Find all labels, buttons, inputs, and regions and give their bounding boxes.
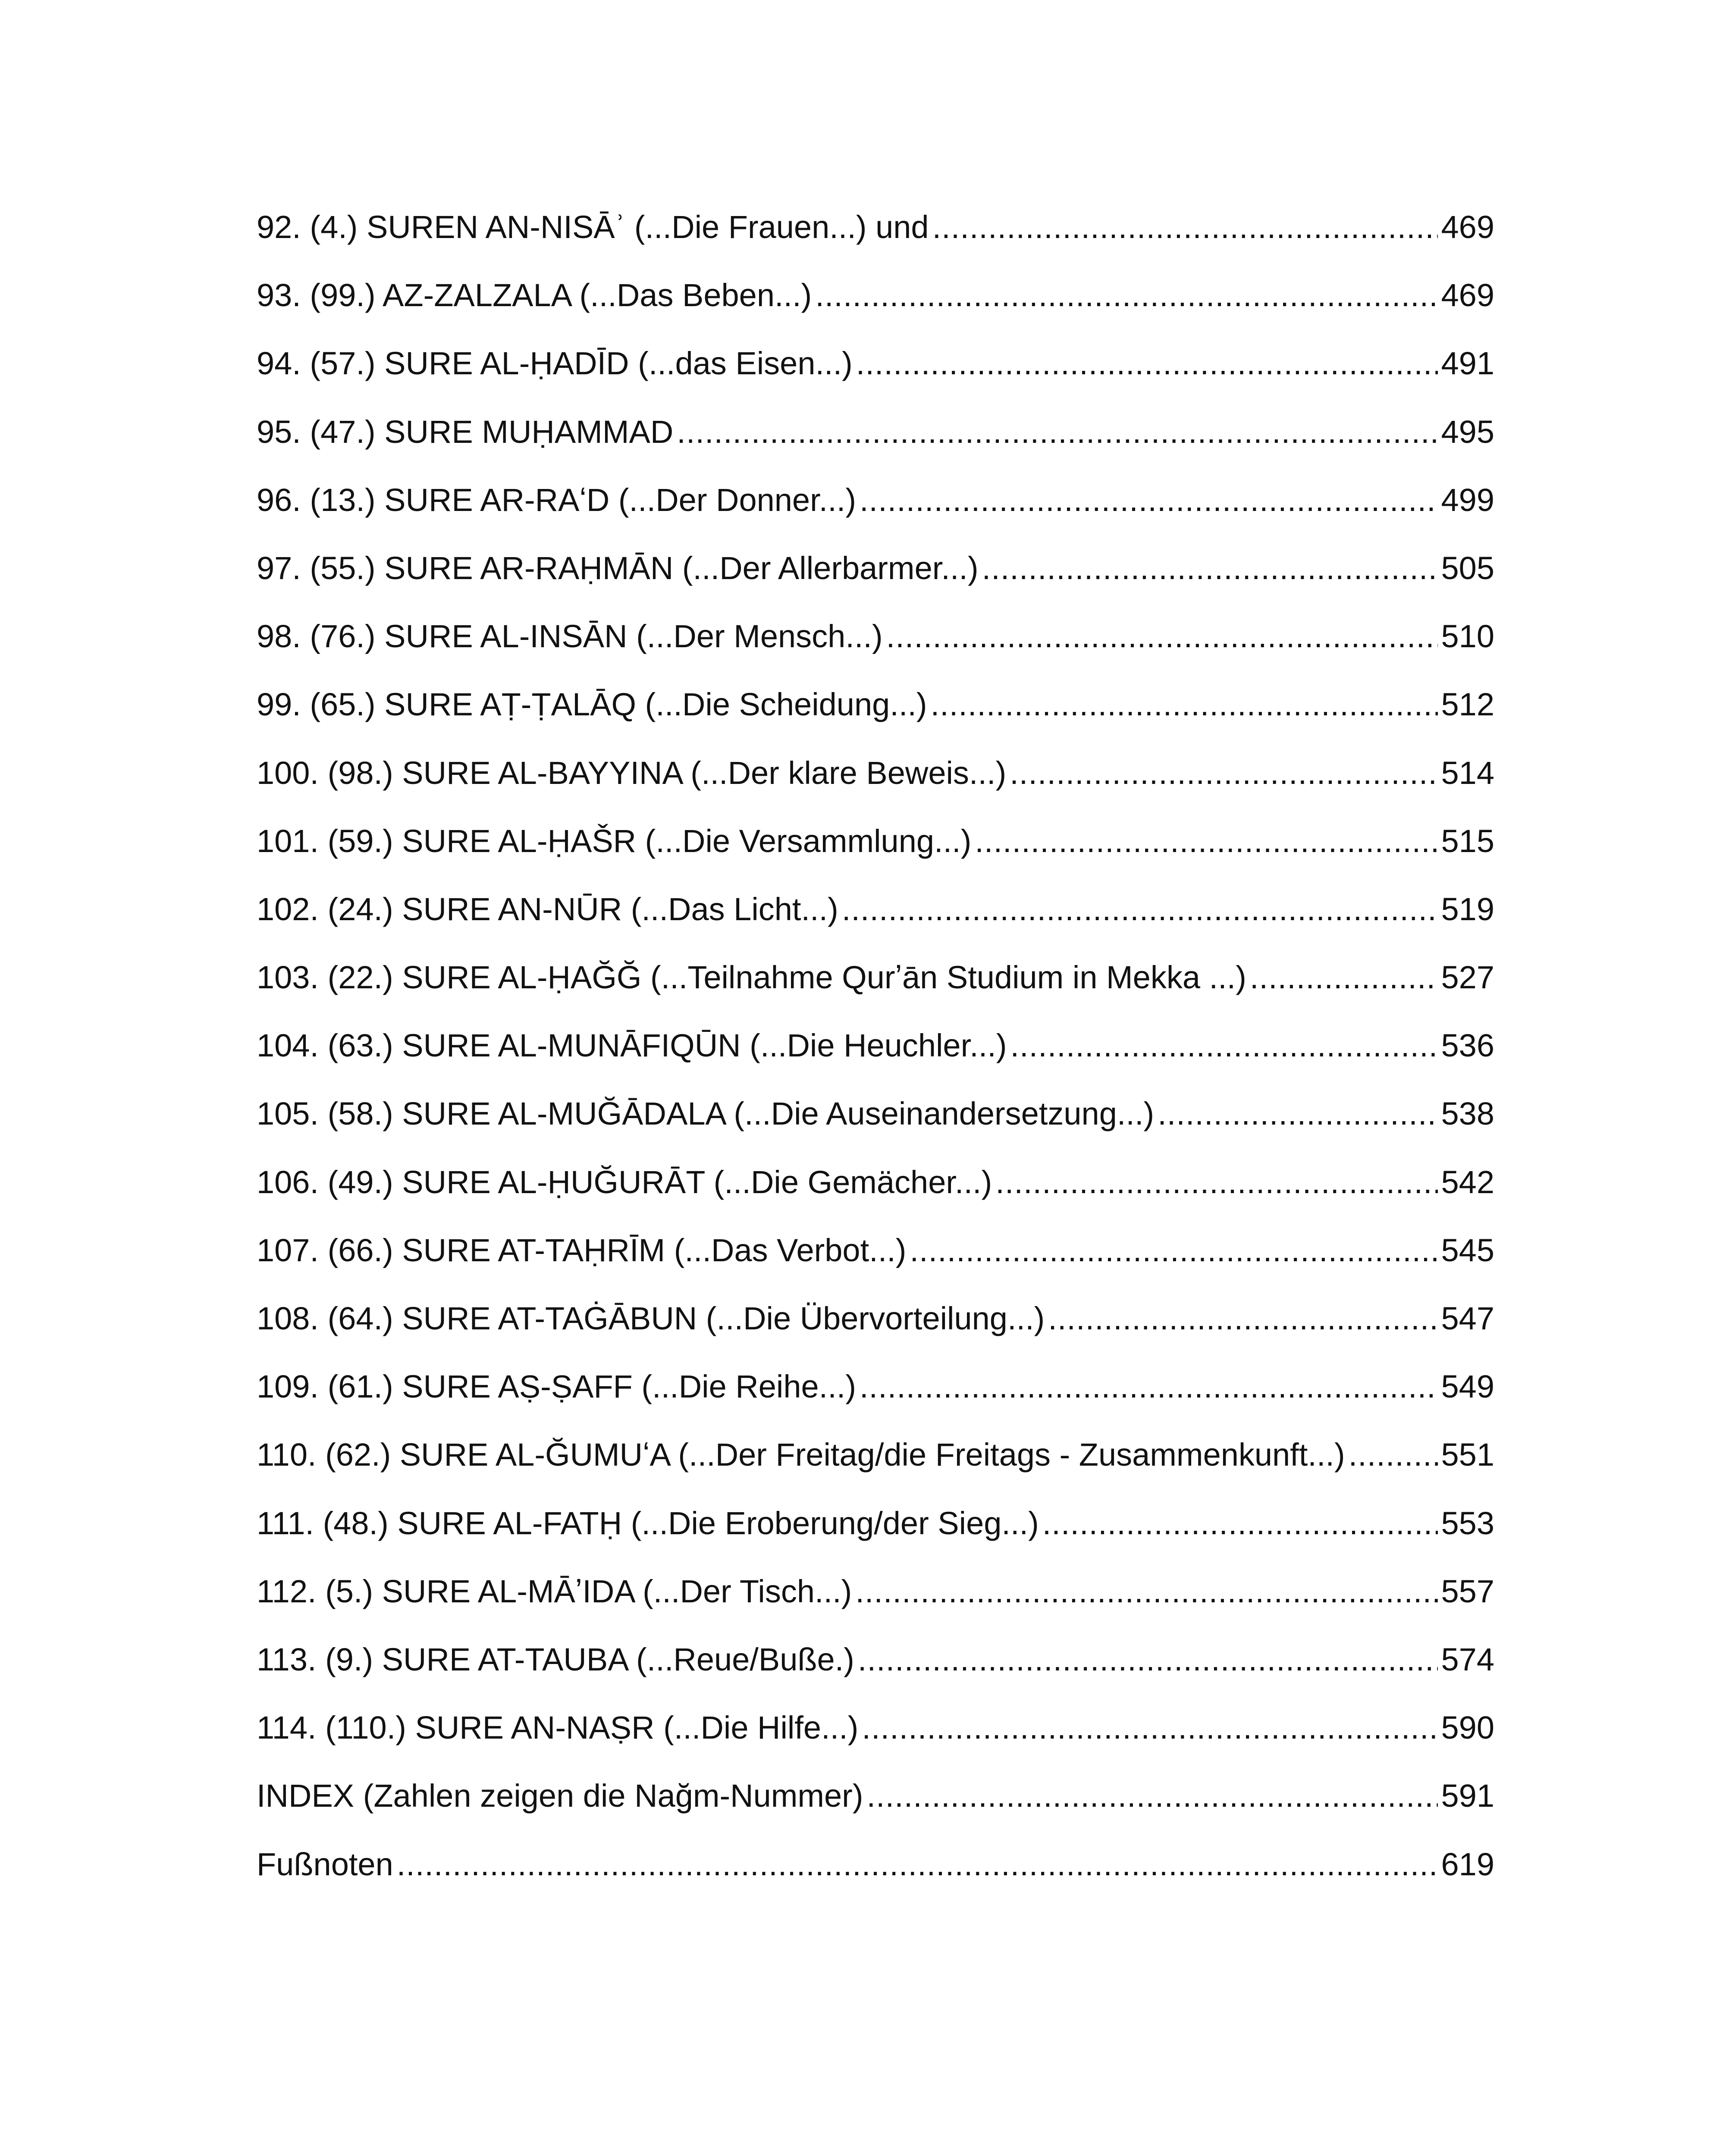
dot-leader bbox=[815, 261, 1437, 329]
toc-entry-title: 112. (5.) SURE AL-MĀʼIDA (...Der Tisch...) bbox=[257, 1573, 852, 1609]
dot-leader bbox=[1042, 1489, 1438, 1557]
toc-entry-title: 108. (64.) SURE AT-TAĠĀBUN (...Die Übervorteilung...) bbox=[257, 1300, 1045, 1336]
dot-leader bbox=[910, 1216, 1437, 1285]
dot-leader bbox=[855, 1557, 1437, 1626]
dot-leader bbox=[1048, 1285, 1437, 1353]
toc-entry-title: 111. (48.) SURE AL-FATḤ (...Die Eroberung/der Sieg...) bbox=[257, 1505, 1039, 1541]
dot-leader bbox=[397, 1830, 1438, 1899]
table-of-contents bbox=[257, 193, 1494, 1899]
dot-leader bbox=[677, 398, 1437, 466]
toc-entry-page: 469 bbox=[1441, 209, 1494, 245]
toc-entry-title: 92. (4.) SUREN AN-NISĀʾ (...Die Frauen...) und bbox=[257, 209, 929, 245]
toc-entry-title: 95. (47.) SURE MUḤAMMAD bbox=[257, 414, 674, 450]
toc-entry-page: 619 bbox=[1441, 1846, 1494, 1882]
toc-entry-page: 545 bbox=[1441, 1232, 1494, 1268]
dot-leader bbox=[995, 1148, 1437, 1216]
toc-entry[interactable] bbox=[257, 261, 1494, 329]
toc-entry[interactable] bbox=[257, 671, 1494, 739]
toc-entry-page: 469 bbox=[1441, 277, 1494, 313]
toc-entry-page: 574 bbox=[1441, 1641, 1494, 1677]
dot-leader bbox=[862, 1694, 1437, 1762]
toc-entry[interactable] bbox=[257, 193, 1494, 261]
toc-entry-page: 551 bbox=[1441, 1437, 1494, 1473]
dot-leader bbox=[931, 671, 1438, 739]
toc-entry-title: 109. (61.) SURE AṢ-ṢAFF (...Die Reihe...) bbox=[257, 1369, 856, 1405]
toc-entry-page: 515 bbox=[1441, 823, 1494, 859]
toc-entry-page: 505 bbox=[1441, 550, 1494, 586]
toc-entry-title: 104. (63.) SURE AL-MUNĀFIQŪN (...Die Heuchler...) bbox=[257, 1028, 1007, 1064]
toc-entry[interactable] bbox=[257, 398, 1494, 466]
dot-leader bbox=[1250, 943, 1438, 1012]
toc-entry-page: 514 bbox=[1441, 755, 1494, 791]
toc-entry[interactable] bbox=[257, 329, 1494, 398]
toc-entry-page: 553 bbox=[1441, 1505, 1494, 1541]
toc-entry[interactable] bbox=[257, 875, 1494, 943]
toc-entry-title: 97. (55.) SURE AR-RAḤMĀN (...Der Allerbarmer...) bbox=[257, 550, 979, 586]
toc-entry-page: 527 bbox=[1441, 959, 1494, 996]
toc-entry-page: 591 bbox=[1441, 1778, 1494, 1814]
toc-entry-title: 114. (110.) SURE AN-NAṢR (...Die Hilfe...) bbox=[257, 1710, 859, 1746]
toc-entry-title: 93. (99.) AZ-ZALZALA (...Das Beben...) bbox=[257, 277, 812, 313]
dot-leader bbox=[975, 807, 1437, 875]
toc-entry[interactable] bbox=[257, 1489, 1494, 1557]
toc-entry-title: 106. (49.) SURE AL-ḤUĞURĀT (...Die Gemächer...) bbox=[257, 1164, 992, 1200]
dot-leader bbox=[982, 534, 1438, 602]
toc-entry[interactable] bbox=[257, 1557, 1494, 1626]
toc-entry-title: 98. (76.) SURE AL-INSĀN (...Der Mensch...) bbox=[257, 618, 883, 655]
toc-entry-title: INDEX (Zahlen zeigen die Nağm-Nummer) bbox=[257, 1778, 863, 1814]
toc-entry-page: 549 bbox=[1441, 1369, 1494, 1405]
toc-entry[interactable] bbox=[257, 943, 1494, 1012]
toc-entry[interactable] bbox=[257, 1694, 1494, 1762]
toc-entry-title: 105. (58.) SURE AL-MUĞĀDALA (...Die Auseinandersetzung...) bbox=[257, 1096, 1155, 1132]
toc-entry[interactable] bbox=[257, 1216, 1494, 1285]
toc-entry-page: 512 bbox=[1441, 686, 1494, 723]
toc-entry[interactable] bbox=[257, 1012, 1494, 1080]
toc-entry-title: 96. (13.) SURE AR-RAʻD (...Der Donner...) bbox=[257, 482, 856, 518]
toc-entry-page: 590 bbox=[1441, 1710, 1494, 1746]
toc-entry-page: 557 bbox=[1441, 1573, 1494, 1609]
toc-entry-page: 547 bbox=[1441, 1300, 1494, 1336]
toc-entry-page: 499 bbox=[1441, 482, 1494, 518]
toc-entry-title: 101. (59.) SURE AL-ḤAŠR (...Die Versammlung...) bbox=[257, 823, 972, 859]
toc-entry-title: 107. (66.) SURE AT-TAḤRĪM (...Das Verbot...) bbox=[257, 1232, 907, 1268]
toc-entry-page: 491 bbox=[1441, 345, 1494, 382]
toc-entry-title: Fußnoten bbox=[257, 1846, 393, 1882]
toc-entry[interactable] bbox=[257, 466, 1494, 534]
dot-leader bbox=[856, 329, 1438, 398]
toc-entry-title: 113. (9.) SURE AT-TAUBA (...Reue/Buße.) bbox=[257, 1641, 854, 1677]
toc-entry-title: 99. (65.) SURE AṬ-ṬALĀQ (...Die Scheidung...) bbox=[257, 686, 927, 723]
toc-entry-title: 94. (57.) SURE AL-ḤADĪD (...das Eisen...) bbox=[257, 345, 853, 382]
dot-leader bbox=[1158, 1080, 1437, 1148]
toc-entry-title: 102. (24.) SURE AN-NŪR (...Das Licht...) bbox=[257, 891, 838, 927]
toc-entry[interactable] bbox=[257, 1421, 1494, 1489]
dot-leader bbox=[932, 193, 1438, 261]
dot-leader bbox=[1010, 739, 1437, 807]
toc-entry-title: 100. (98.) SURE AL-BAYYINA (...Der klare Beweis...) bbox=[257, 755, 1007, 791]
toc-entry[interactable] bbox=[257, 1080, 1494, 1148]
toc-entry-page: 519 bbox=[1441, 891, 1494, 927]
toc-entry-title: 103. (22.) SURE AL-ḤAĞĞ (...Teilnahme Qurʼān Studium in Mekka ...) bbox=[257, 959, 1246, 996]
toc-entry-page: 538 bbox=[1441, 1096, 1494, 1132]
toc-entry-page: 495 bbox=[1441, 414, 1494, 450]
toc-entry[interactable] bbox=[257, 1626, 1494, 1694]
toc-entry[interactable] bbox=[257, 602, 1494, 671]
toc-entry[interactable] bbox=[257, 534, 1494, 602]
toc-entry[interactable] bbox=[257, 1285, 1494, 1353]
toc-entry-title: 110. (62.) SURE AL-ĞUMUʻA (...Der Freitag/die Freitags - Zusammenkunft...) bbox=[257, 1437, 1345, 1473]
toc-entry[interactable] bbox=[257, 1148, 1494, 1216]
toc-entry-page: 542 bbox=[1441, 1164, 1494, 1200]
toc-entry[interactable] bbox=[257, 1830, 1494, 1899]
dot-leader bbox=[886, 602, 1438, 671]
toc-entry[interactable] bbox=[257, 739, 1494, 807]
dot-leader bbox=[866, 1762, 1437, 1830]
dot-leader bbox=[1349, 1421, 1438, 1489]
toc-entry[interactable] bbox=[257, 807, 1494, 875]
dot-leader bbox=[860, 466, 1438, 534]
toc-entry[interactable] bbox=[257, 1762, 1494, 1830]
toc-entry-page: 536 bbox=[1441, 1028, 1494, 1064]
dot-leader bbox=[858, 1626, 1438, 1694]
toc-entry[interactable] bbox=[257, 1353, 1494, 1421]
dot-leader bbox=[842, 875, 1438, 943]
dot-leader bbox=[1010, 1012, 1437, 1080]
dot-leader bbox=[860, 1353, 1438, 1421]
toc-entry-page: 510 bbox=[1441, 618, 1494, 655]
